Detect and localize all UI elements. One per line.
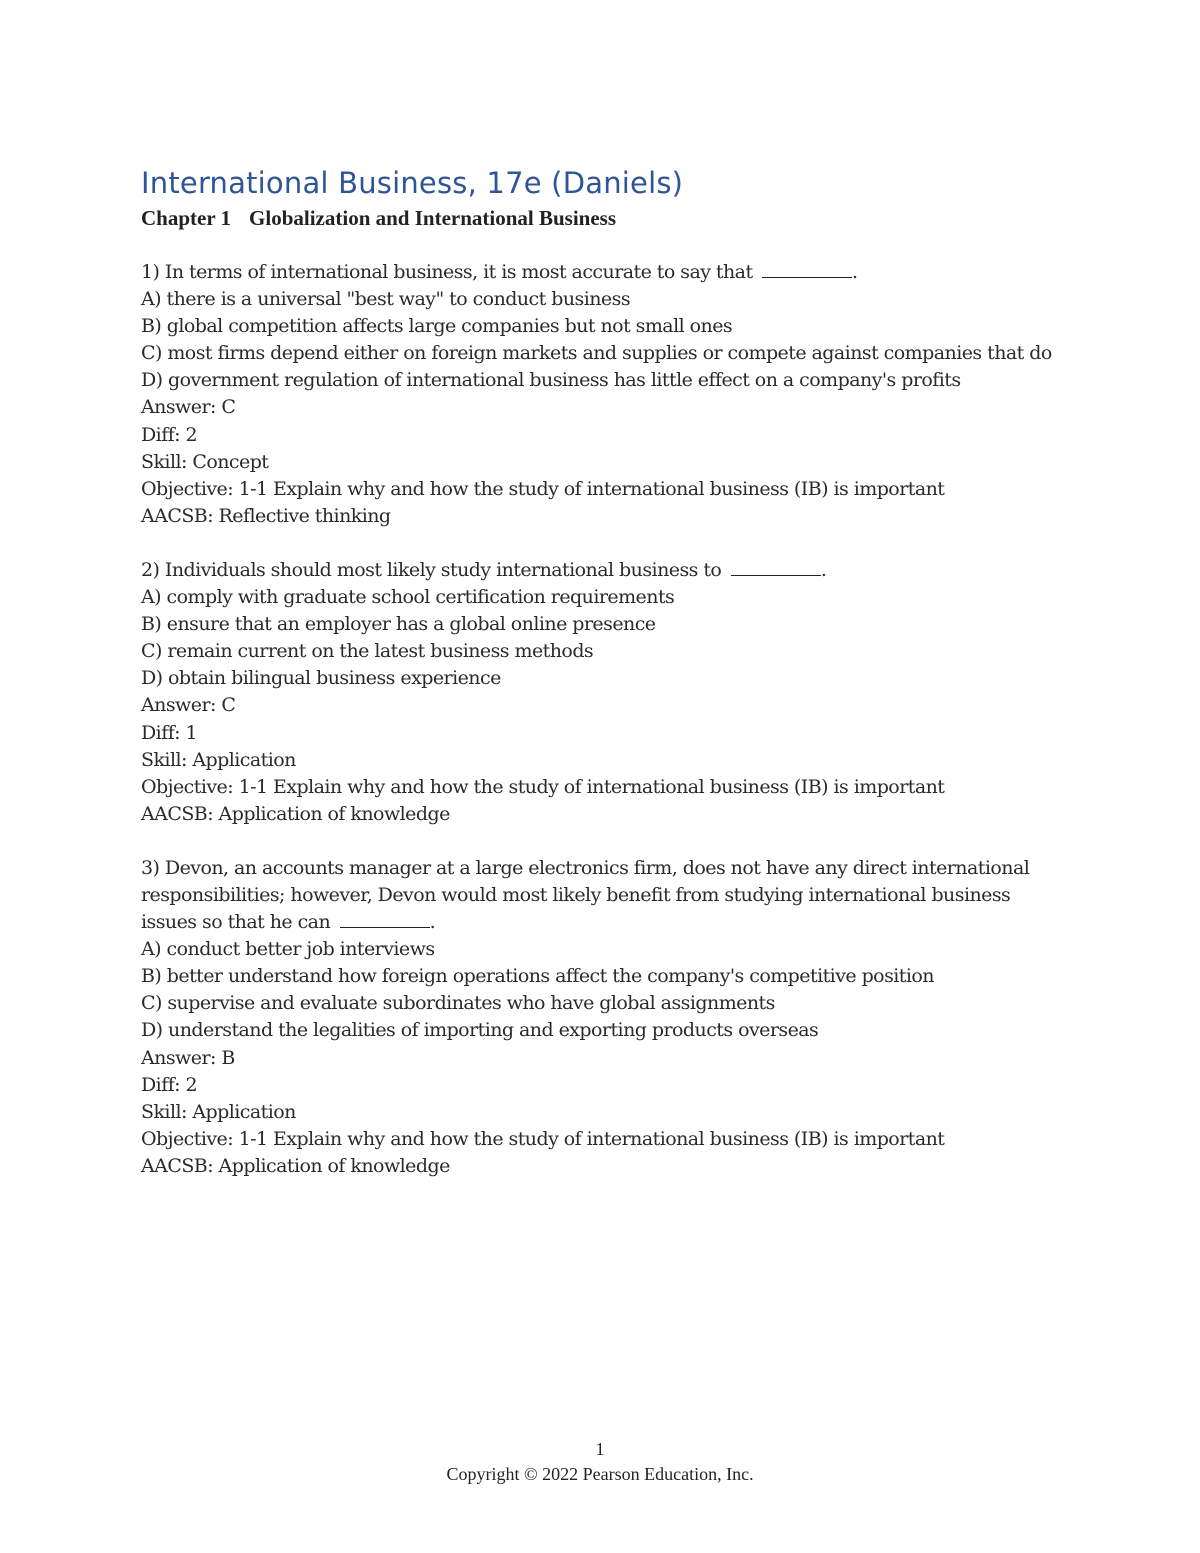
- option-b: B) global competition affects large companies but not small ones: [141, 315, 733, 338]
- page-content: [141, 165, 1061, 1207]
- difficulty-line: Diff: 2: [141, 1073, 198, 1096]
- difficulty-line: Diff: 1: [141, 721, 198, 744]
- question-stem-text: 3) Devon, an accounts manager at a large electronics firm, does not have any direct international responsibilities; however, Devon would most likely benefit from studying international business issues so that he can: [141, 856, 1030, 934]
- page-footer: [0, 1437, 1200, 1487]
- option-a: A) comply with graduate school certification requirements: [141, 586, 675, 609]
- question-stem: 1) In terms of international business, it is most accurate to say that .: [141, 261, 858, 283]
- copyright-notice: Copyright © 2022 Pearson Education, Inc.: [446, 1464, 754, 1484]
- question-stem-text: 2) Individuals should most likely study international business to: [141, 558, 722, 581]
- question-1: [141, 259, 1061, 530]
- question-stem-text: 1) In terms of international business, it is most accurate to say that: [141, 261, 753, 283]
- question-stem: 2) Individuals should most likely study international business to .: [141, 558, 827, 581]
- option-d: D) obtain bilingual business experience: [141, 667, 501, 690]
- skill-line: Skill: Application: [141, 748, 296, 771]
- objective-line: Objective: 1-1 Explain why and how the study of international business (IB) is important: [141, 477, 945, 500]
- option-b: B) ensure that an employer has a global online presence: [141, 613, 656, 636]
- document-title: International Business, 17e (Daniels): [141, 166, 684, 200]
- aacsb-line: AACSB: Application of knowledge: [141, 1154, 450, 1177]
- question-stem: 3) Devon, an accounts manager at a large electronics firm, does not have any direct international responsibilities; however, Devon would most likely benefit from studying international business issues so that he can .: [141, 856, 1030, 934]
- skill-line: Skill: Application: [141, 1100, 296, 1123]
- answer-line: Answer: C: [141, 694, 236, 717]
- question-3: [141, 855, 1061, 1180]
- chapter-heading: [141, 205, 1061, 232]
- option-c: C) most firms depend either on foreign markets and supplies or compete against companies that do: [141, 342, 1052, 365]
- chapter-name: Globalization and International Business: [249, 206, 617, 230]
- option-c: C) remain current on the latest business methods: [141, 640, 594, 663]
- option-c: C) supervise and evaluate subordinates who have global assignments: [141, 992, 775, 1015]
- aacsb-line: AACSB: Reflective thinking: [141, 504, 391, 527]
- option-a: A) there is a universal "best way" to conduct business: [141, 288, 631, 311]
- page-number: 1: [595, 1439, 605, 1459]
- difficulty-line: Diff: 2: [141, 423, 198, 446]
- objective-line: Objective: 1-1 Explain why and how the study of international business (IB) is important: [141, 775, 945, 798]
- question-2: [141, 557, 1061, 828]
- skill-line: Skill: Concept: [141, 450, 269, 473]
- option-b: B) better understand how foreign operations affect the company's competitive position: [141, 965, 934, 988]
- option-d: D) government regulation of international business has little effect on a company's profits: [141, 369, 961, 392]
- answer-line: Answer: B: [141, 1046, 235, 1069]
- answer-blank: [340, 909, 430, 928]
- option-d: D) understand the legalities of importing and exporting products overseas: [141, 1019, 819, 1042]
- chapter-label: Chapter 1: [141, 206, 232, 230]
- answer-line: Answer: C: [141, 396, 236, 419]
- objective-line: Objective: 1-1 Explain why and how the study of international business (IB) is important: [141, 1127, 945, 1150]
- option-a: A) conduct better job interviews: [141, 938, 435, 961]
- answer-blank: [762, 259, 852, 278]
- aacsb-line: AACSB: Application of knowledge: [141, 802, 450, 825]
- answer-blank: [731, 557, 821, 576]
